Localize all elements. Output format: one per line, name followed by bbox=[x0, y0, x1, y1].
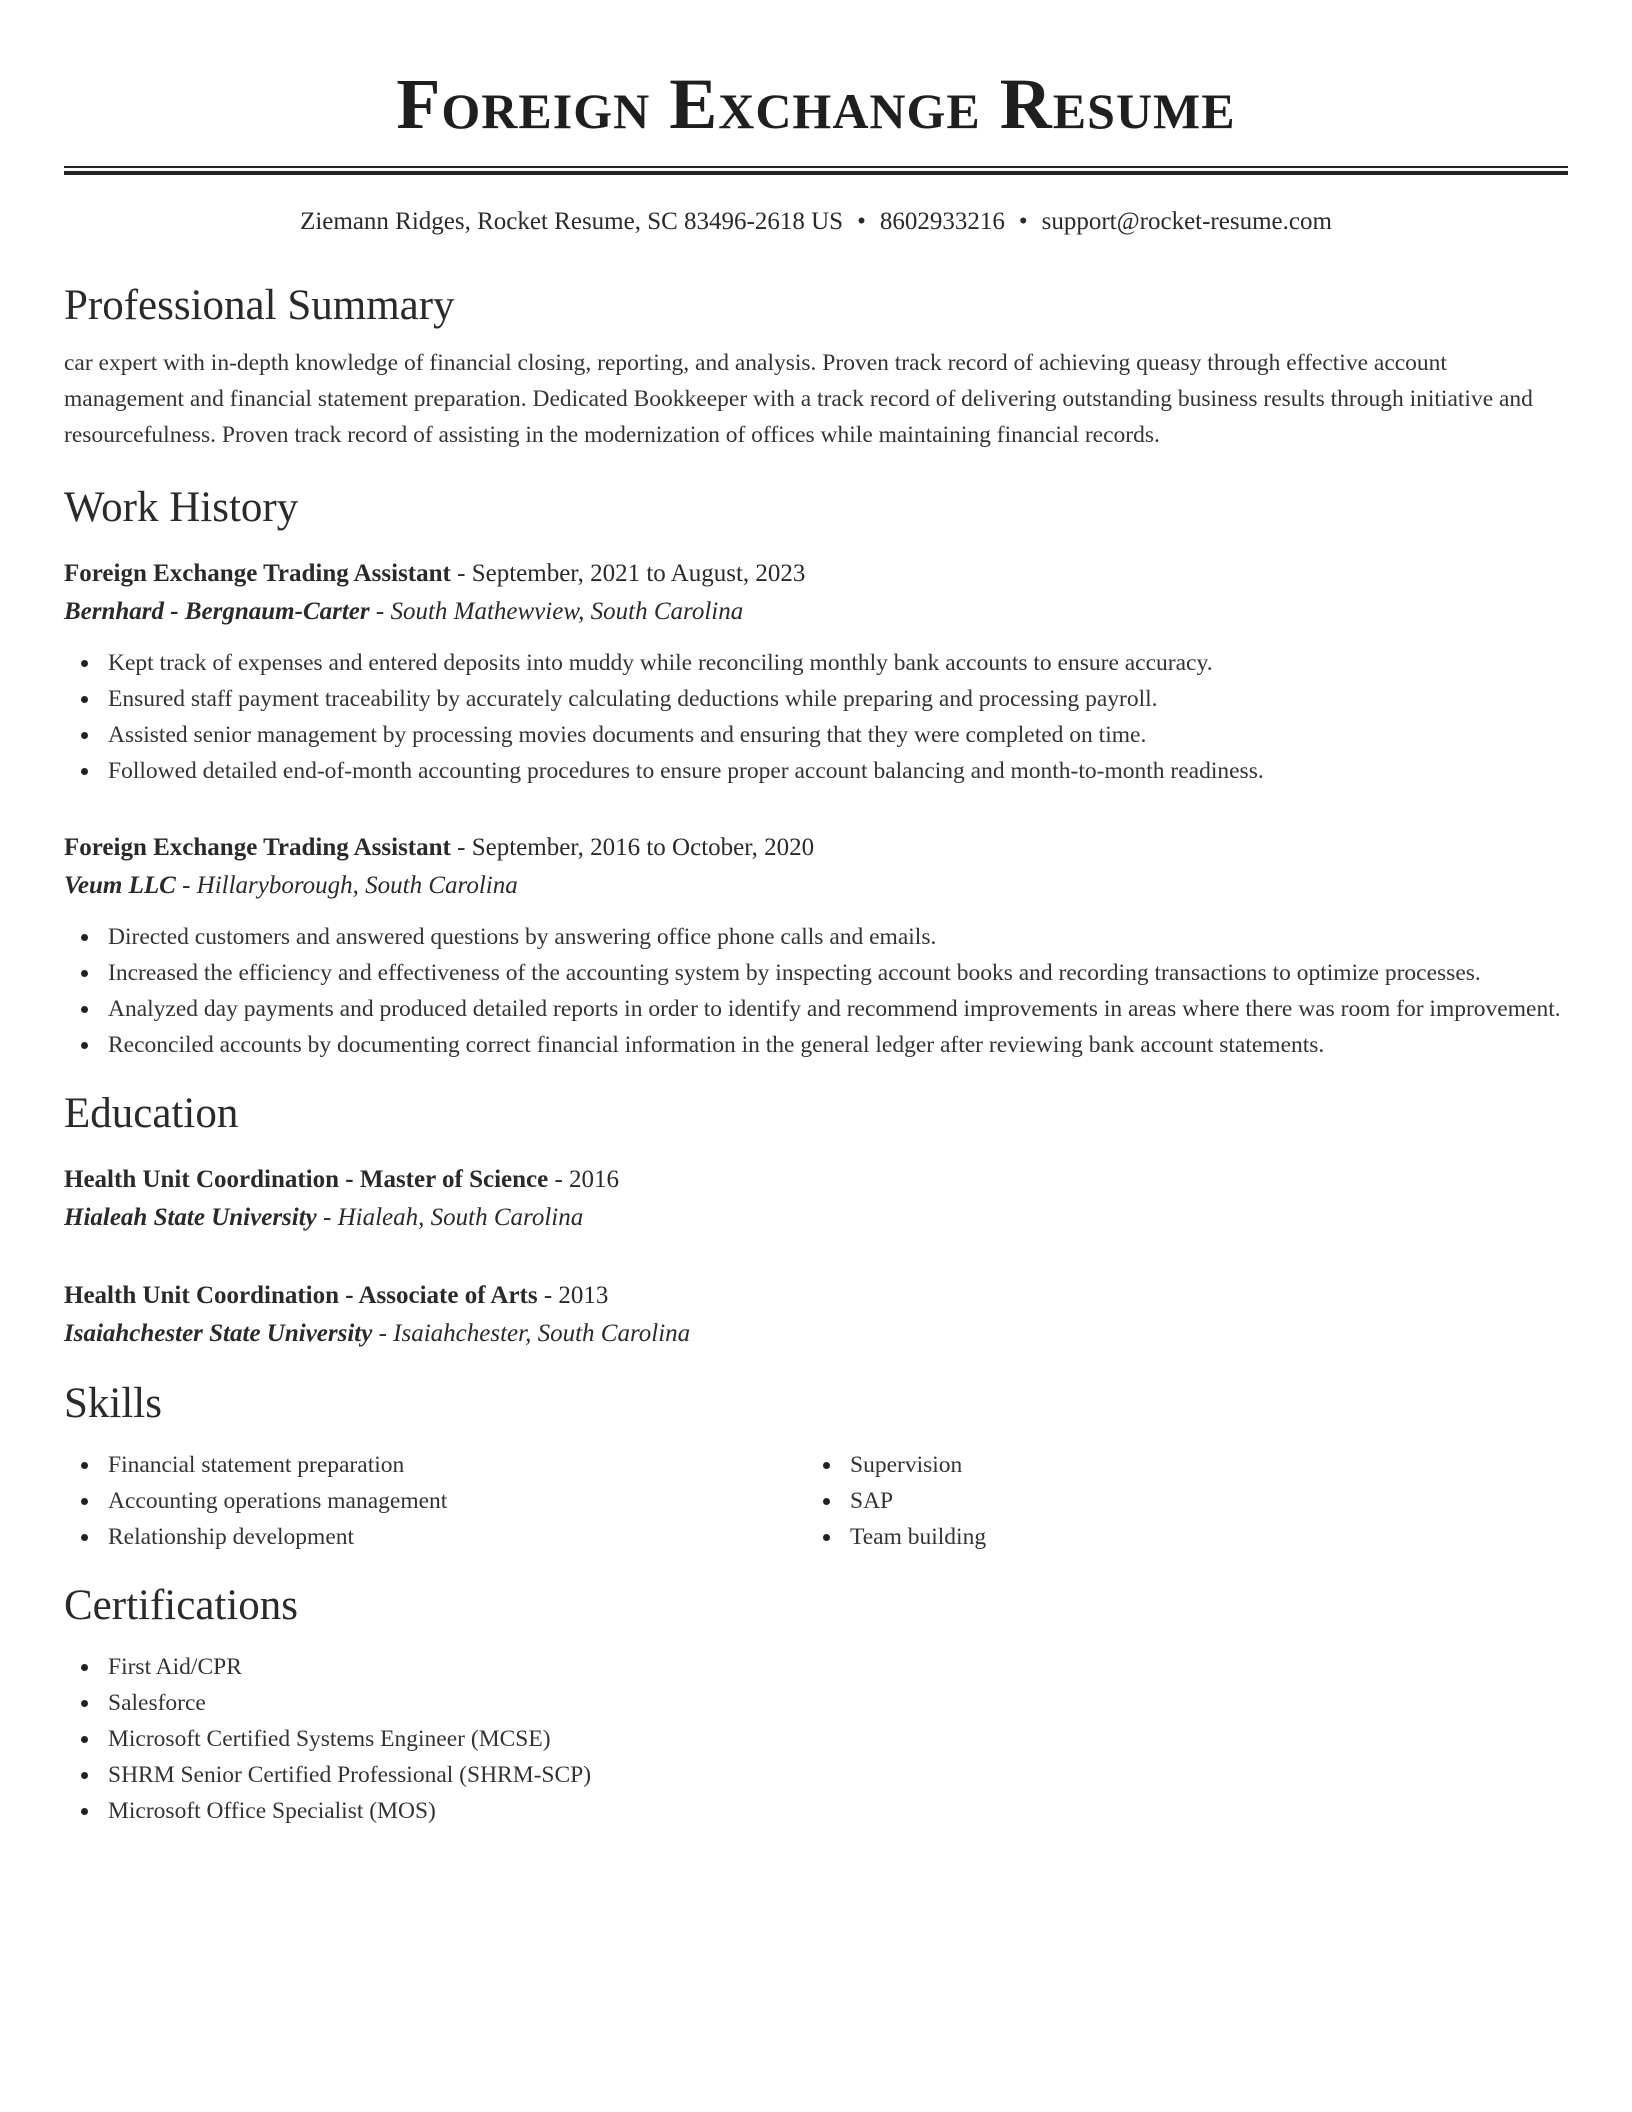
education-heading: Education bbox=[64, 1090, 239, 1137]
certification-item: Microsoft Office Specialist (MOS) bbox=[64, 1793, 1568, 1829]
work-history-section bbox=[64, 483, 1568, 1063]
certification-item: SHRM Senior Certified Professional (SHRM-SCP) bbox=[64, 1757, 1568, 1793]
job-company-line bbox=[64, 867, 1568, 905]
graduation-year: - 2016 bbox=[548, 1166, 620, 1193]
list-item: Analyzed day payments and produced detailed reports in order to identify and recommend improvements in areas where there was room for improvement. bbox=[64, 991, 1568, 1027]
job-entry bbox=[64, 829, 1568, 1063]
list-item: Directed customers and answered questions by answering office phone calls and emails. bbox=[64, 919, 1568, 955]
job-company: Bernhard - Bergnaum-Carter bbox=[64, 598, 370, 625]
job-duties-list bbox=[64, 645, 1568, 789]
contact-address: Ziemann Ridges, Rocket Resume, SC 83496-2618 US bbox=[300, 208, 844, 235]
skills-heading: Skills bbox=[64, 1380, 162, 1427]
certifications-list bbox=[64, 1649, 1568, 1829]
job-location: - Hillaryborough, South Carolina bbox=[175, 872, 518, 899]
summary-text: car expert with in-depth knowledge of financial closing, reporting, and analysis. Proven track record of achieving queasy through effective account management and financial statement preparation. Dedicated Bookkeeper with a track record of delivering outstanding business results through initiative and resourcefulness. Proven track record of assisting in the modernization of offices while maintaining financial records. bbox=[64, 350, 1533, 448]
contact-email: support@rocket-resume.com bbox=[1041, 208, 1332, 235]
skills-section bbox=[64, 1379, 1568, 1555]
skill-item: SAP bbox=[806, 1483, 1548, 1519]
school-location: - Isaiahchester, South Carolina bbox=[372, 1320, 691, 1347]
list-item: Followed detailed end-of-month accounting procedures to ensure proper account balancing and month-to-month readiness. bbox=[64, 753, 1568, 789]
school-location: - Hialeah, South Carolina bbox=[316, 1204, 584, 1231]
education-entry bbox=[64, 1161, 1568, 1237]
summary-section bbox=[64, 281, 1568, 453]
certifications-heading: Certifications bbox=[64, 1582, 299, 1629]
list-item: Reconciled accounts by documenting correct financial information in the general ledger after reviewing bank account statements. bbox=[64, 1027, 1568, 1063]
contact-phone: 8602933216 bbox=[879, 208, 1005, 235]
job-title: Foreign Exchange Trading Assistant bbox=[64, 834, 451, 861]
certification-item: Microsoft Certified Systems Engineer (MCSE) bbox=[64, 1721, 1568, 1757]
job-company-line bbox=[64, 593, 1568, 631]
degree: Health Unit Coordination - Master of Science bbox=[64, 1166, 549, 1193]
education-section bbox=[64, 1089, 1568, 1353]
job-title-line bbox=[64, 555, 1568, 593]
degree-line bbox=[64, 1161, 1568, 1199]
graduation-year: - 2013 bbox=[537, 1282, 609, 1309]
job-location: - South Mathewview, South Carolina bbox=[369, 598, 744, 625]
job-dates: - September, 2016 to October, 2020 bbox=[450, 834, 815, 861]
job-duties-list bbox=[64, 919, 1568, 1063]
skills-list-left bbox=[64, 1447, 806, 1555]
certifications-section bbox=[64, 1581, 1568, 1829]
education-entry bbox=[64, 1277, 1568, 1353]
certification-item: First Aid/CPR bbox=[64, 1649, 1568, 1685]
contact-line bbox=[64, 207, 1568, 237]
school-line bbox=[64, 1199, 1568, 1237]
skills-list-right bbox=[806, 1447, 1548, 1555]
school: Isaiahchester State University bbox=[64, 1320, 373, 1347]
skill-item: Accounting operations management bbox=[64, 1483, 806, 1519]
skill-item: Relationship development bbox=[64, 1519, 806, 1555]
list-item: Assisted senior management by processing movies documents and ensuring that they were completed on time. bbox=[64, 717, 1568, 753]
degree-line bbox=[64, 1277, 1568, 1315]
school: Hialeah State University bbox=[64, 1204, 317, 1231]
skill-item: Supervision bbox=[806, 1447, 1548, 1483]
contact-separator: • bbox=[1018, 208, 1028, 235]
title-double-rule bbox=[64, 166, 1568, 175]
contact-separator: • bbox=[857, 208, 866, 235]
job-title-line bbox=[64, 829, 1568, 867]
list-item: Kept track of expenses and entered deposits into muddy while reconciling monthly bank accounts to ensure accuracy. bbox=[64, 645, 1568, 681]
summary-heading: Professional Summary bbox=[64, 282, 455, 329]
school-line bbox=[64, 1315, 1568, 1353]
skill-item: Financial statement preparation bbox=[64, 1447, 806, 1483]
work-history-heading: Work History bbox=[64, 484, 299, 531]
job-company: Veum LLC bbox=[64, 872, 176, 899]
skill-item: Team building bbox=[806, 1519, 1548, 1555]
page-title: Foreign Exchange Resume bbox=[396, 64, 1236, 144]
list-item: Increased the efficiency and effectiveness of the accounting system by inspecting account books and recording transactions to optimize processes. bbox=[64, 955, 1568, 991]
skills-grid bbox=[64, 1447, 1568, 1555]
degree: Health Unit Coordination - Associate of Arts bbox=[64, 1282, 538, 1309]
job-dates: - September, 2021 to August, 2023 bbox=[450, 560, 806, 587]
certification-item: Salesforce bbox=[64, 1685, 1568, 1721]
job-title: Foreign Exchange Trading Assistant bbox=[64, 560, 451, 587]
job-entry bbox=[64, 555, 1568, 789]
list-item: Ensured staff payment traceability by accurately calculating deductions while preparing and processing payroll. bbox=[64, 681, 1568, 717]
